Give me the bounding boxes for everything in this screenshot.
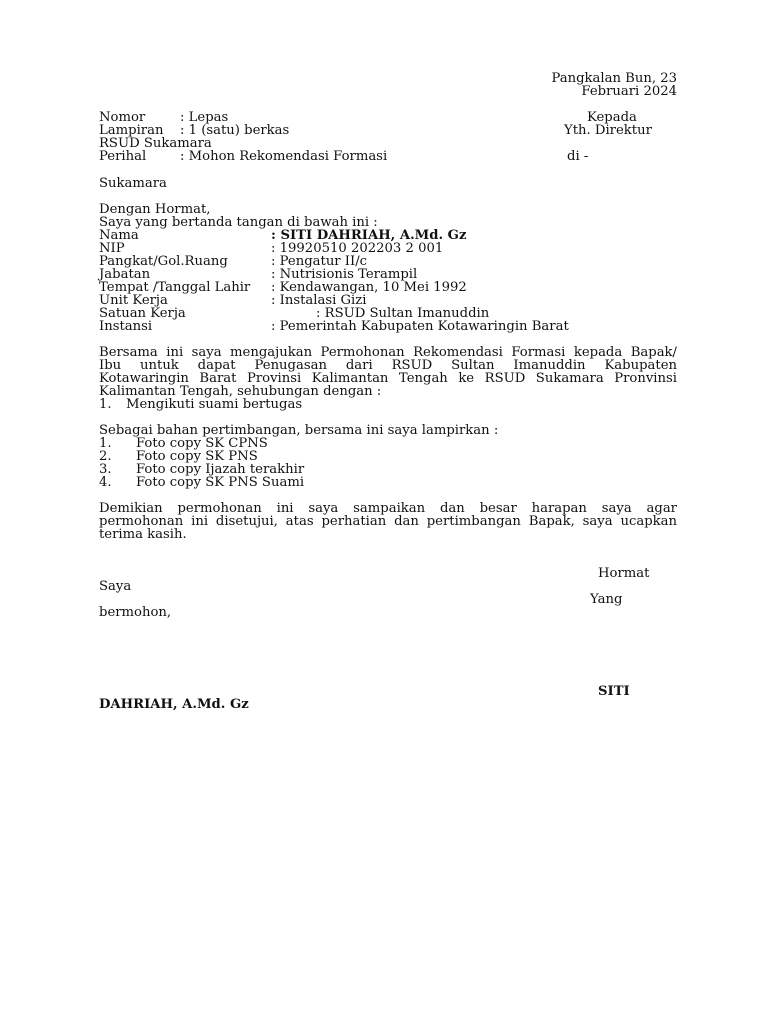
recipient-city: Sukamara xyxy=(99,176,167,191)
field-value: : 19920510 202203 2 001 xyxy=(271,241,444,256)
closing-line: terima kasih. xyxy=(99,527,187,542)
field-label: Tempat /Tanggal Lahir xyxy=(99,280,251,295)
place-date-line1: Pangkalan Bun, 23 xyxy=(551,71,677,86)
attachment-number: 4. xyxy=(99,475,112,490)
attachment-text: Foto copy SK PNS Suami xyxy=(136,475,305,490)
signer-name-part1: SITI xyxy=(598,684,630,699)
nomor-label: Nomor xyxy=(99,110,146,125)
attachment-text: Foto copy SK CPNS xyxy=(136,436,268,451)
signature-saya: Saya xyxy=(99,579,132,594)
paragraph-line: Kalimantan Tengah, sehubungan dengan : xyxy=(99,384,382,399)
field-label: Satuan Kerja xyxy=(99,306,186,321)
field-value: : Instalasi Gizi xyxy=(271,293,367,308)
recipient-kepada: Kepada xyxy=(587,110,637,125)
paragraph-line: Kotawaringin Barat Provinsi Kalimantan Tengah ke RSUD Sukamara Pronvinsi xyxy=(99,371,677,386)
attachment-number: 1. xyxy=(99,436,112,451)
closing-line: Demikian permohonan ini saya sampaikan dan besar harapan saya agar xyxy=(99,501,677,516)
attachment-number: 3. xyxy=(99,462,112,477)
signer-name-part2: DAHRIAH, A.Md. Gz xyxy=(99,697,249,712)
field-value: : Nutrisionis Terampil xyxy=(271,267,418,282)
field-value: : SITI DAHRIAH, A.Md. Gz xyxy=(271,228,467,243)
field-label: NIP xyxy=(99,241,125,256)
greeting: Dengan Hormat, xyxy=(99,202,211,217)
attachments-intro: Sebagai bahan pertimbangan, bersama ini saya lampirkan : xyxy=(99,423,499,438)
nomor-value: : Lepas xyxy=(180,110,229,125)
attachment-number: 2. xyxy=(99,449,112,464)
reason-text: Mengikuti suami bertugas xyxy=(126,397,303,412)
recipient-di: di - xyxy=(567,149,589,164)
field-label: Nama xyxy=(99,228,139,243)
paragraph-line: Bersama ini saya mengajukan Permohonan Rekomendasi Formasi kepada Bapak/ xyxy=(99,345,677,360)
intro-text: Saya yang bertanda tangan di bawah ini : xyxy=(99,215,378,230)
recipient-rsud: RSUD Sukamara xyxy=(99,136,212,151)
field-label: Unit Kerja xyxy=(99,293,168,308)
field-value: : Pengatur II/c xyxy=(271,254,368,269)
field-value: : RSUD Sultan Imanuddin xyxy=(316,306,490,321)
signature-yang: Yang xyxy=(590,592,623,607)
attachment-text: Foto copy Ijazah terakhir xyxy=(136,462,305,477)
lampiran-value: : 1 (satu) berkas xyxy=(180,123,290,138)
perihal-value: : Mohon Rekomendasi Formasi xyxy=(180,149,388,164)
field-label: Pangkat/Gol.Ruang xyxy=(99,254,228,269)
signature-hormat: Hormat xyxy=(598,566,650,581)
field-label: Instansi xyxy=(99,319,153,334)
closing-line: permohonan ini disetujui, atas perhatian dan pertimbangan Bapak, saya ucapkan xyxy=(99,514,677,529)
field-label: Jabatan xyxy=(99,267,151,282)
field-value: : Kendawangan, 10 Mei 1992 xyxy=(271,280,467,295)
field-value: : Pemerintah Kabupaten Kotawaringin Barat xyxy=(271,319,569,334)
reason-number: 1. xyxy=(99,397,112,412)
paragraph-line: Ibu untuk dapat Penugasan dari RSUD Sultan Imanuddin Kabupaten xyxy=(99,358,677,373)
perihal-label: Perihal xyxy=(99,149,147,164)
signature-bermohon: bermohon, xyxy=(99,605,172,620)
attachment-text: Foto copy SK PNS xyxy=(136,449,258,464)
recipient-yth: Yth. Direktur xyxy=(564,123,652,138)
lampiran-label: Lampiran xyxy=(99,123,164,138)
place-date-line2: Februari 2024 xyxy=(581,84,677,99)
